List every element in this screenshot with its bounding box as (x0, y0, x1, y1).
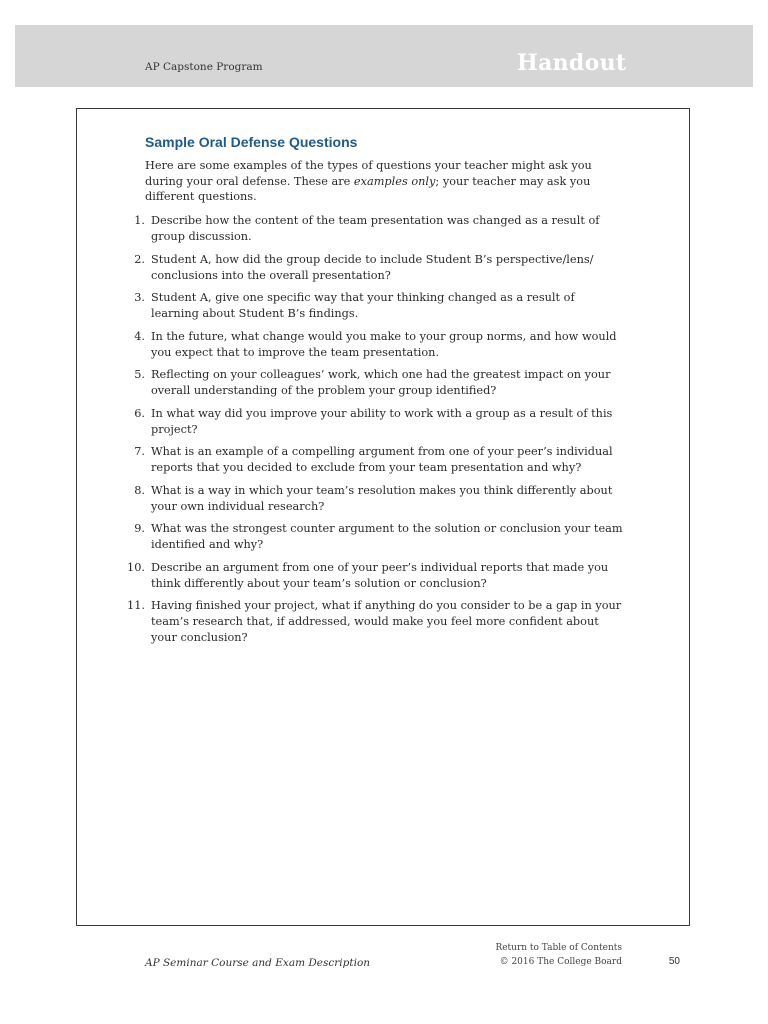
intro-text-end: ; your teacher may ask you different questions. (145, 174, 591, 203)
question-text: Student A, give one specific way that your thinking changed as a result of learning about Student B’s findings. (151, 291, 575, 320)
question-text: Reflecting on your colleagues’ work, which one had the greatest impact on your overall understanding of the problem your group identified? (151, 368, 611, 397)
question-number: 4. (134, 329, 145, 343)
intro-emphasis: examples only (353, 174, 436, 188)
question-number: 8. (134, 483, 145, 497)
question-text: Student A, how did the group decide to include Student B’s perspective/lens/ conclusions into the overall presentation? (151, 252, 594, 282)
question-number: 3. (134, 291, 145, 304)
return-to-toc-link[interactable]: Return to Table of Contents (495, 943, 622, 953)
intro-text-start: Here are some examples of the types of questions your teacher might ask you during your oral defense. These are (145, 159, 592, 188)
question-number: 6. (134, 406, 145, 420)
question-text: Having finished your project, what if anything do you consider to be a gap in your team’s research that, if addressed, would make you feel more confident about your conclusion? (151, 599, 622, 644)
question-item (120, 406, 625, 438)
question-number: 2. (134, 252, 145, 266)
question-item (120, 598, 625, 646)
question-number: 5. (134, 368, 145, 381)
question-text: Describe an argument from one of your peer’s individual reports that made you think differently about your team’s solution or conclusion? (151, 560, 609, 590)
question-number: 7. (134, 445, 145, 458)
question-text: What is a way in which your team’s resolution makes you think differently about your own individual research? (151, 483, 613, 513)
question-item (120, 252, 625, 284)
question-text: Describe how the content of the team presentation was changed as a result of group discussion. (151, 214, 600, 243)
question-item (120, 290, 625, 322)
program-name: AP Capstone Program (145, 61, 263, 73)
question-item (120, 329, 625, 361)
question-item (120, 560, 625, 592)
question-text: In the future, what change would you make to your group norms, and how would you expect that to improve the team presentation. (151, 329, 617, 359)
question-text: What is an example of a compelling argument from one of your peer’s individual reports that you decided to exclude from your team presentation and why? (151, 445, 613, 474)
question-item (120, 367, 625, 399)
page-number: 50 (668, 956, 680, 967)
intro-paragraph (145, 158, 615, 205)
question-item (120, 483, 625, 515)
question-number: 11. (127, 599, 145, 612)
handout-label: Handout (517, 50, 627, 76)
footer-copyright: © 2016 The College Board (499, 957, 622, 967)
question-number: 9. (134, 522, 145, 535)
question-item (120, 521, 625, 553)
section-title: Sample Oral Defense Questions (145, 134, 358, 150)
question-item (120, 213, 625, 245)
question-number: 1. (134, 214, 145, 227)
header-band (15, 25, 753, 87)
question-list (120, 213, 625, 653)
question-item (120, 444, 625, 476)
question-text: What was the strongest counter argument to the solution or conclusion your team identified and why? (151, 522, 623, 551)
question-text: In what way did you improve your ability to work with a group as a result of this project? (151, 406, 613, 436)
question-number: 10. (127, 560, 145, 574)
footer-course-title: AP Seminar Course and Exam Description (145, 957, 371, 969)
